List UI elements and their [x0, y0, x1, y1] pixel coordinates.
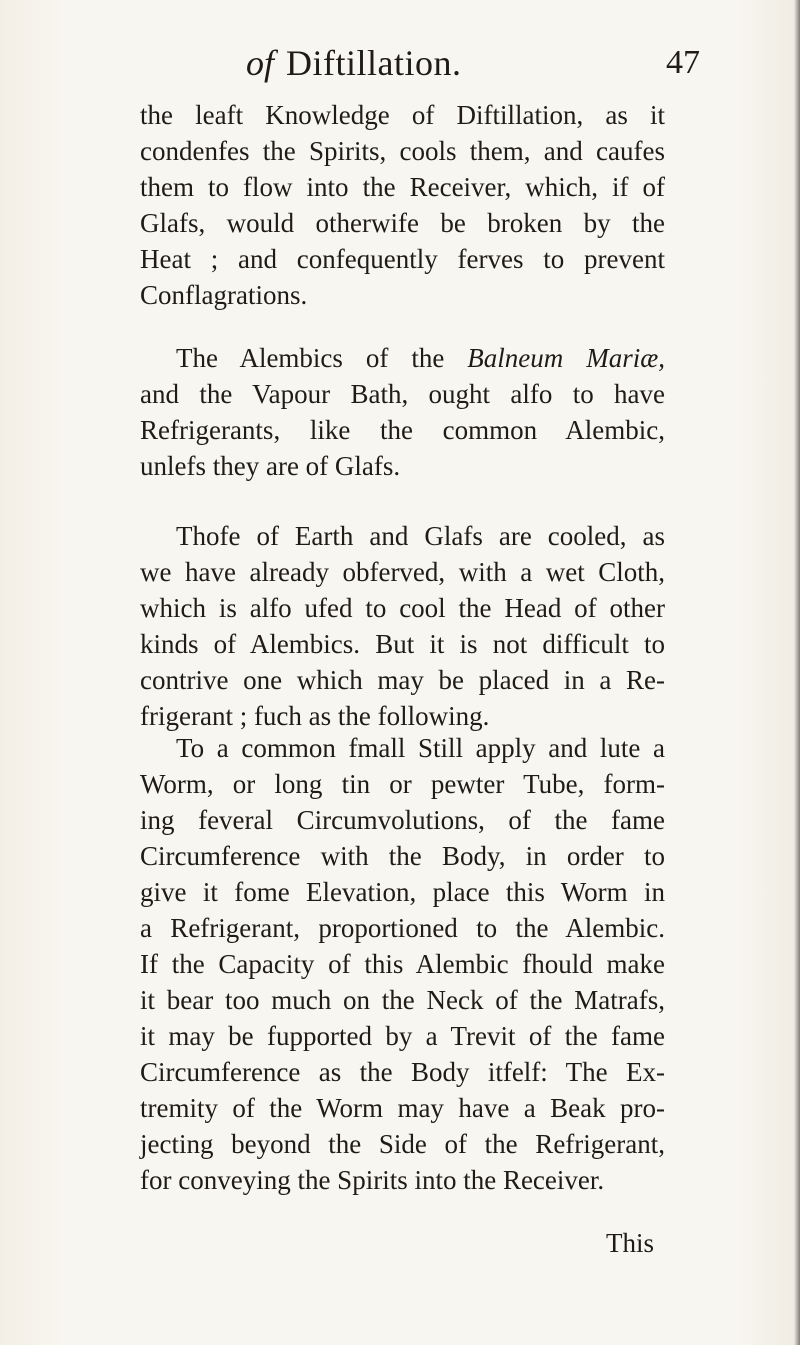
italic-term: Balneum Mariæ,	[467, 343, 665, 373]
text-line: it may be fupported by a Trevit of the fame	[140, 1021, 665, 1051]
text-line: a Refrigerant, proportioned to the Alembic.	[140, 913, 665, 943]
text-line: If the Capacity of this Alembic fhould make	[140, 949, 665, 979]
paragraph-2	[140, 340, 665, 484]
text-line: the leaft Knowledge of Diftillation, as it	[140, 100, 665, 130]
running-header	[0, 42, 800, 92]
text-line: Worm, or long tin or pewter Tube, form-	[140, 769, 665, 799]
text-line: Thofe of Earth and Glafs are cooled, as	[176, 521, 665, 551]
text-line: condenfes the Spirits, cools them, and caufes	[140, 136, 665, 166]
text-line: Glafs, would otherwife be broken by the	[140, 208, 665, 238]
text-run: The Alembics of the	[176, 343, 468, 373]
text-line: and the Vapour Bath, ought alfo to have	[140, 379, 665, 409]
catchword: This	[606, 1228, 655, 1258]
text-line: Refrigerants, like the common Alembic,	[140, 415, 665, 445]
text-line: Conflagrations.	[140, 280, 308, 310]
text-line: ing feveral Circumvolutions, of the fame	[140, 805, 665, 835]
text-line: Heat ; and confequently ferves to prevent	[140, 244, 665, 274]
header-title: Diftillation.	[286, 43, 462, 83]
paragraph-4	[140, 730, 665, 1198]
text-line: jecting beyond the Side of the Refrigerant,	[140, 1129, 665, 1159]
text-line: which is alfo ufed to cool the Head of other	[140, 593, 665, 623]
text-line: them to flow into the Receiver, which, if of	[140, 172, 665, 202]
text-line: frigerant ; fuch as the following.	[140, 701, 490, 731]
text-line: kinds of Alembics. But it is not difficult to	[140, 629, 665, 659]
paragraph-3	[140, 518, 665, 734]
text-line: unlefs they are of Glafs.	[140, 451, 401, 481]
paragraph-1	[140, 97, 665, 313]
text-line: To a common fmall Still apply and lute a	[176, 733, 665, 763]
page-edge-shadow	[794, 0, 800, 1345]
text-line: Circumference as the Body itfelf: The Ex-	[140, 1057, 665, 1087]
text-line: give it fome Elevation, place this Worm in	[140, 877, 665, 907]
text-line: for conveying the Spirits into the Receiver.	[140, 1165, 605, 1195]
header-of: of	[246, 43, 275, 83]
text-line: contrive one which may be placed in a Re-	[140, 665, 665, 695]
text-line	[140, 340, 665, 376]
text-line: we have already obferved, with a wet Cloth,	[140, 557, 665, 587]
page-number: 47	[666, 44, 700, 81]
text-line: tremity of the Worm may have a Beak pro-	[140, 1093, 665, 1123]
text-line: it bear too much on the Neck of the Matrafs,	[140, 985, 665, 1015]
text-line: Circumference with the Body, in order to	[140, 841, 665, 871]
